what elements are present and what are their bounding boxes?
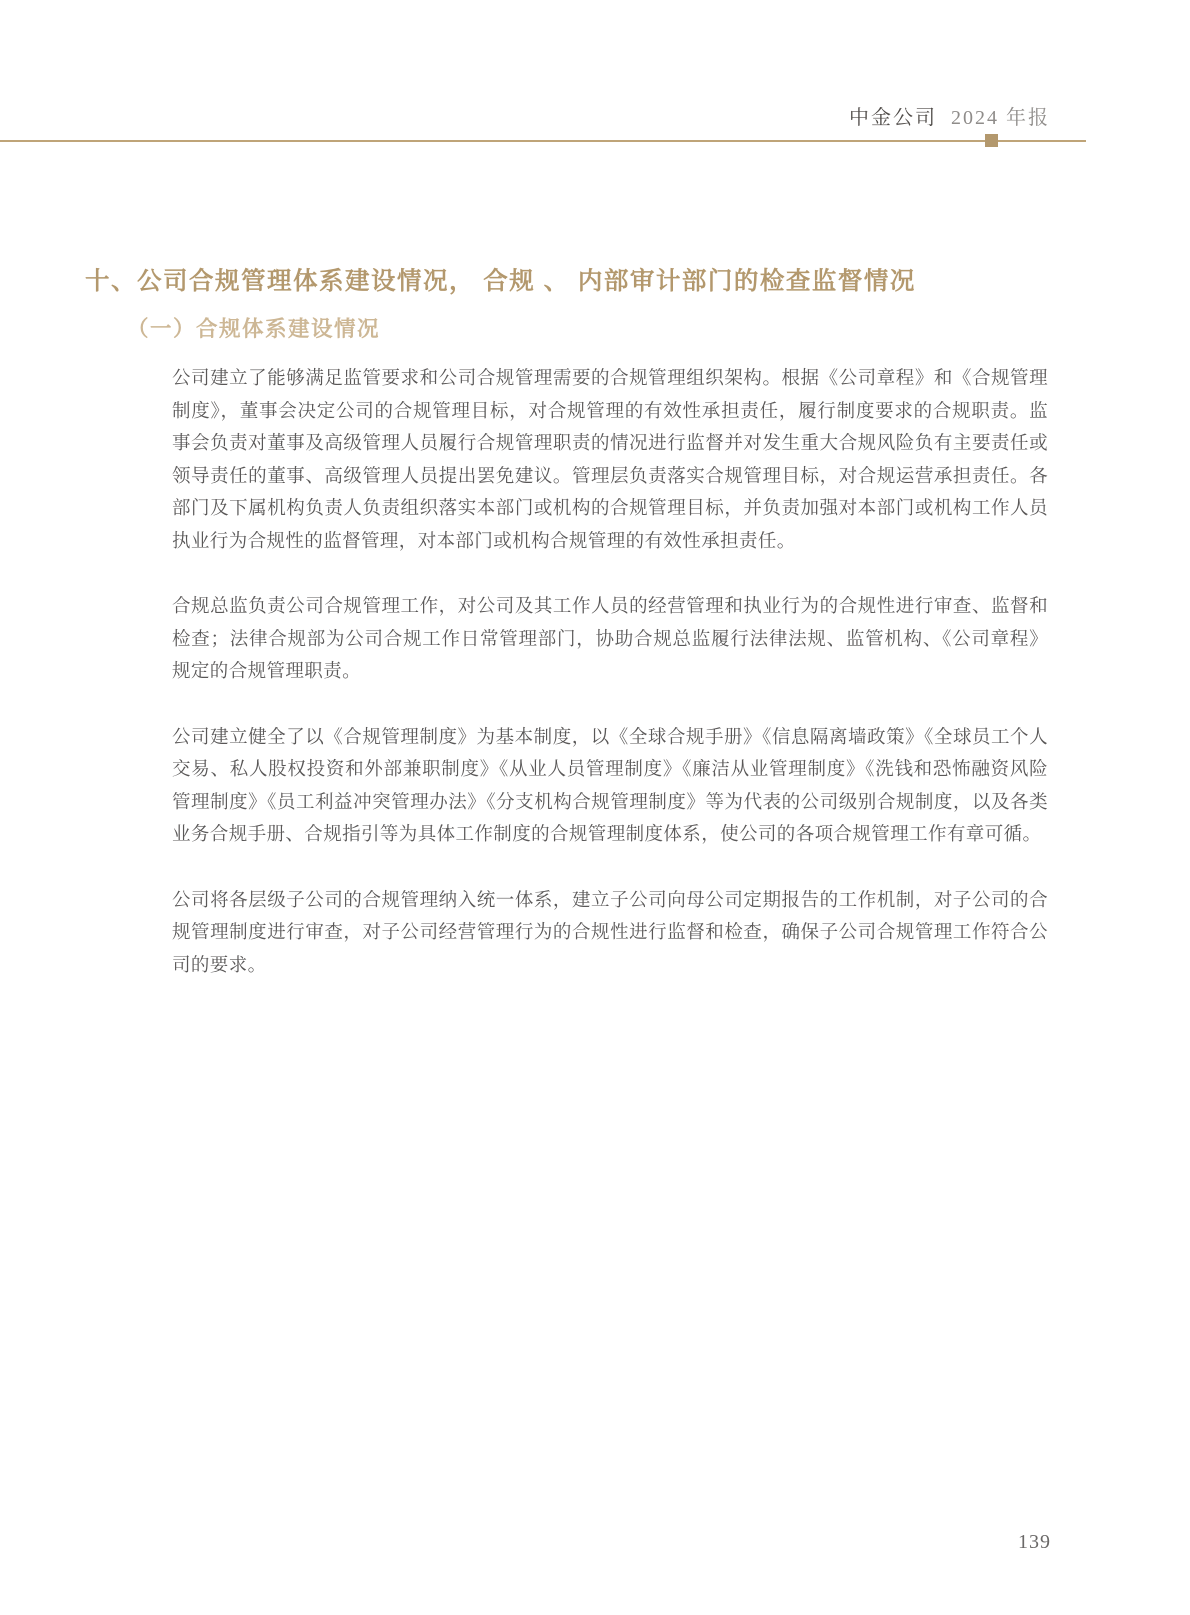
header-rule [0,140,1086,142]
report-year-label: 2024 年报 [951,107,1050,129]
rule-square-marker [985,134,998,147]
body-copy [172,362,1048,981]
paragraph-compliance-officer: 合规总监负责公司合规管理工作，对公司及其工作人员的经营管理和执业行为的合规性进行审查、监督和检查；法律合规部为公司合规工作日常管理部门，协助合规总监履行法律法规、监管机构、《公司章程》规定的合规管理职责。 [172,595,1048,682]
page-number: 139 [1018,1531,1051,1553]
company-name: 中金公司 [849,107,937,129]
running-header [849,101,1050,130]
paragraph-subsidiaries: 公司将各层级子公司的合规管理纳入统一体系，建立子公司向母公司定期报告的工作机制，对子公司的合规管理制度进行审查，对子公司经营管理行为的合规性进行监督和检查，确保子公司合规管理工作符合公司的要求。 [172,888,1048,975]
section-subtitle: （一）合规体系建设情况 [127,317,381,341]
paragraph-compliance-structure: 公司建立了能够满足监管要求和公司合规管理需要的合规管理组织架构。根据《公司章程》和《合规管理制度》，董事会决定公司的合规管理目标，对合规管理的有效性承担责任，履行制度要求的合规职责。监事会负责对董事及高级管理人员履行合规管理职责的情况进行监督并对发生重大合规风险负有主要责任或领导责任的董事、高级管理人员提出罢免建议。管理层负责落实合规管理目标，对合规运营承担责任。各部门及下属机构负责人负责组织落实本部门或机构的合规管理目标，并负责加强对本部门或机构工作人员执业行为合规性的监督管理，对本部门或机构合规管理的有效性承担责任。 [172,367,1048,551]
paragraph-compliance-policies: 公司建立健全了以《合规管理制度》为基本制度，以《全球合规手册》《信息隔离墙政策》《全球员工个人交易、私人股权投资和外部兼职制度》《从业人员管理制度》《廉洁从业管理制度》《洗钱和恐怖融资风险管理制度》《员工利益冲突管理办法》《分支机构合规管理制度》等为代表的公司级别合规制度，以及各类业务合规手册、合规指引等为具体工作制度的合规管理制度体系，使公司的各项合规管理工作有章可循。 [172,725,1048,845]
section-title: 十、公司合规管理体系建设情况， 合规 、 内部审计部门的检查监督情况 [85,268,916,295]
